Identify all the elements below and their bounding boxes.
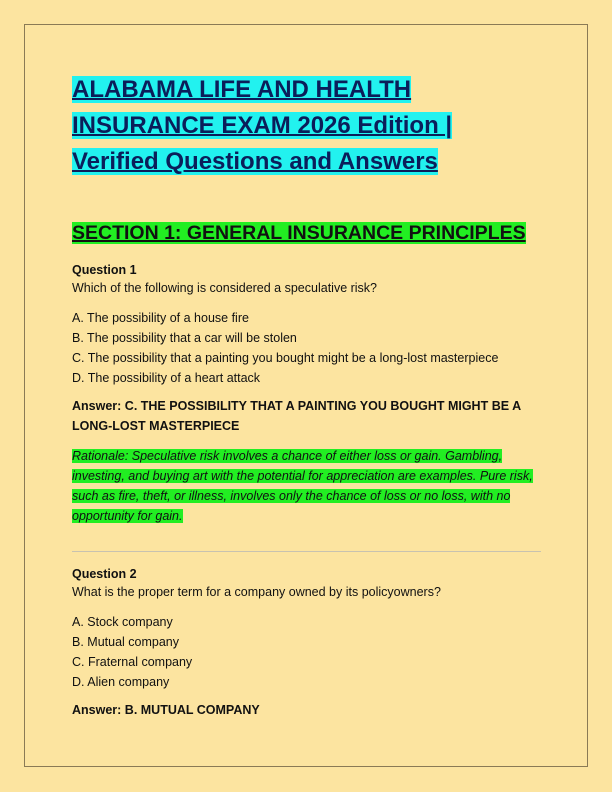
option-b: B. The possibility that a car will be stolen [72, 331, 297, 345]
option-c: C. Fraternal company [72, 655, 193, 669]
document-title [72, 72, 542, 180]
document-content [72, 72, 542, 720]
rationale-text [72, 446, 542, 526]
option-a: A. The possibility of a house fire [72, 311, 249, 325]
question-heading: Question 1 [72, 263, 137, 277]
option-c: C. The possibility that a painting you bought might be a long-lost masterpiece [72, 351, 499, 365]
answer-options [72, 612, 542, 692]
option-d: D. Alien company [72, 675, 170, 689]
section-heading-text: SECTION 1: GENERAL INSURANCE PRINCIPLES [72, 222, 526, 244]
option-d: D. The possibility of a heart attack [72, 371, 261, 385]
question-block [72, 262, 542, 526]
question-text: What is the proper term for a company owned by its policyowners? [72, 585, 441, 599]
page-border [24, 24, 588, 767]
document-title-text: ALABAMA LIFE AND HEALTH INSURANCE EXAM 2026 Edition | Verified Questions and Answers [72, 76, 453, 175]
question-block [72, 566, 542, 720]
option-a: A. Stock company [72, 615, 173, 629]
answer-text: Answer: B. MUTUAL COMPANY [72, 703, 260, 717]
answer-text: Answer: C. THE POSSIBILITY THAT A PAINTING YOU BOUGHT MIGHT BE A LONG-LOST MASTERPIECE [72, 399, 521, 433]
rationale-highlight: Rationale: Speculative risk involves a chance of either loss or gain. Gambling, investing, and buying art with the potential for appreciation are examples. Pure risk, such as fire, theft, or illness, involves only the chance of loss or no loss, with no opportunity for gain. [72, 449, 533, 523]
answer-options [72, 308, 542, 388]
option-b: B. Mutual company [72, 635, 179, 649]
question-heading: Question 2 [72, 567, 137, 581]
question-divider [72, 551, 541, 552]
section-heading [72, 220, 542, 246]
question-text: Which of the following is considered a speculative risk? [72, 281, 378, 295]
